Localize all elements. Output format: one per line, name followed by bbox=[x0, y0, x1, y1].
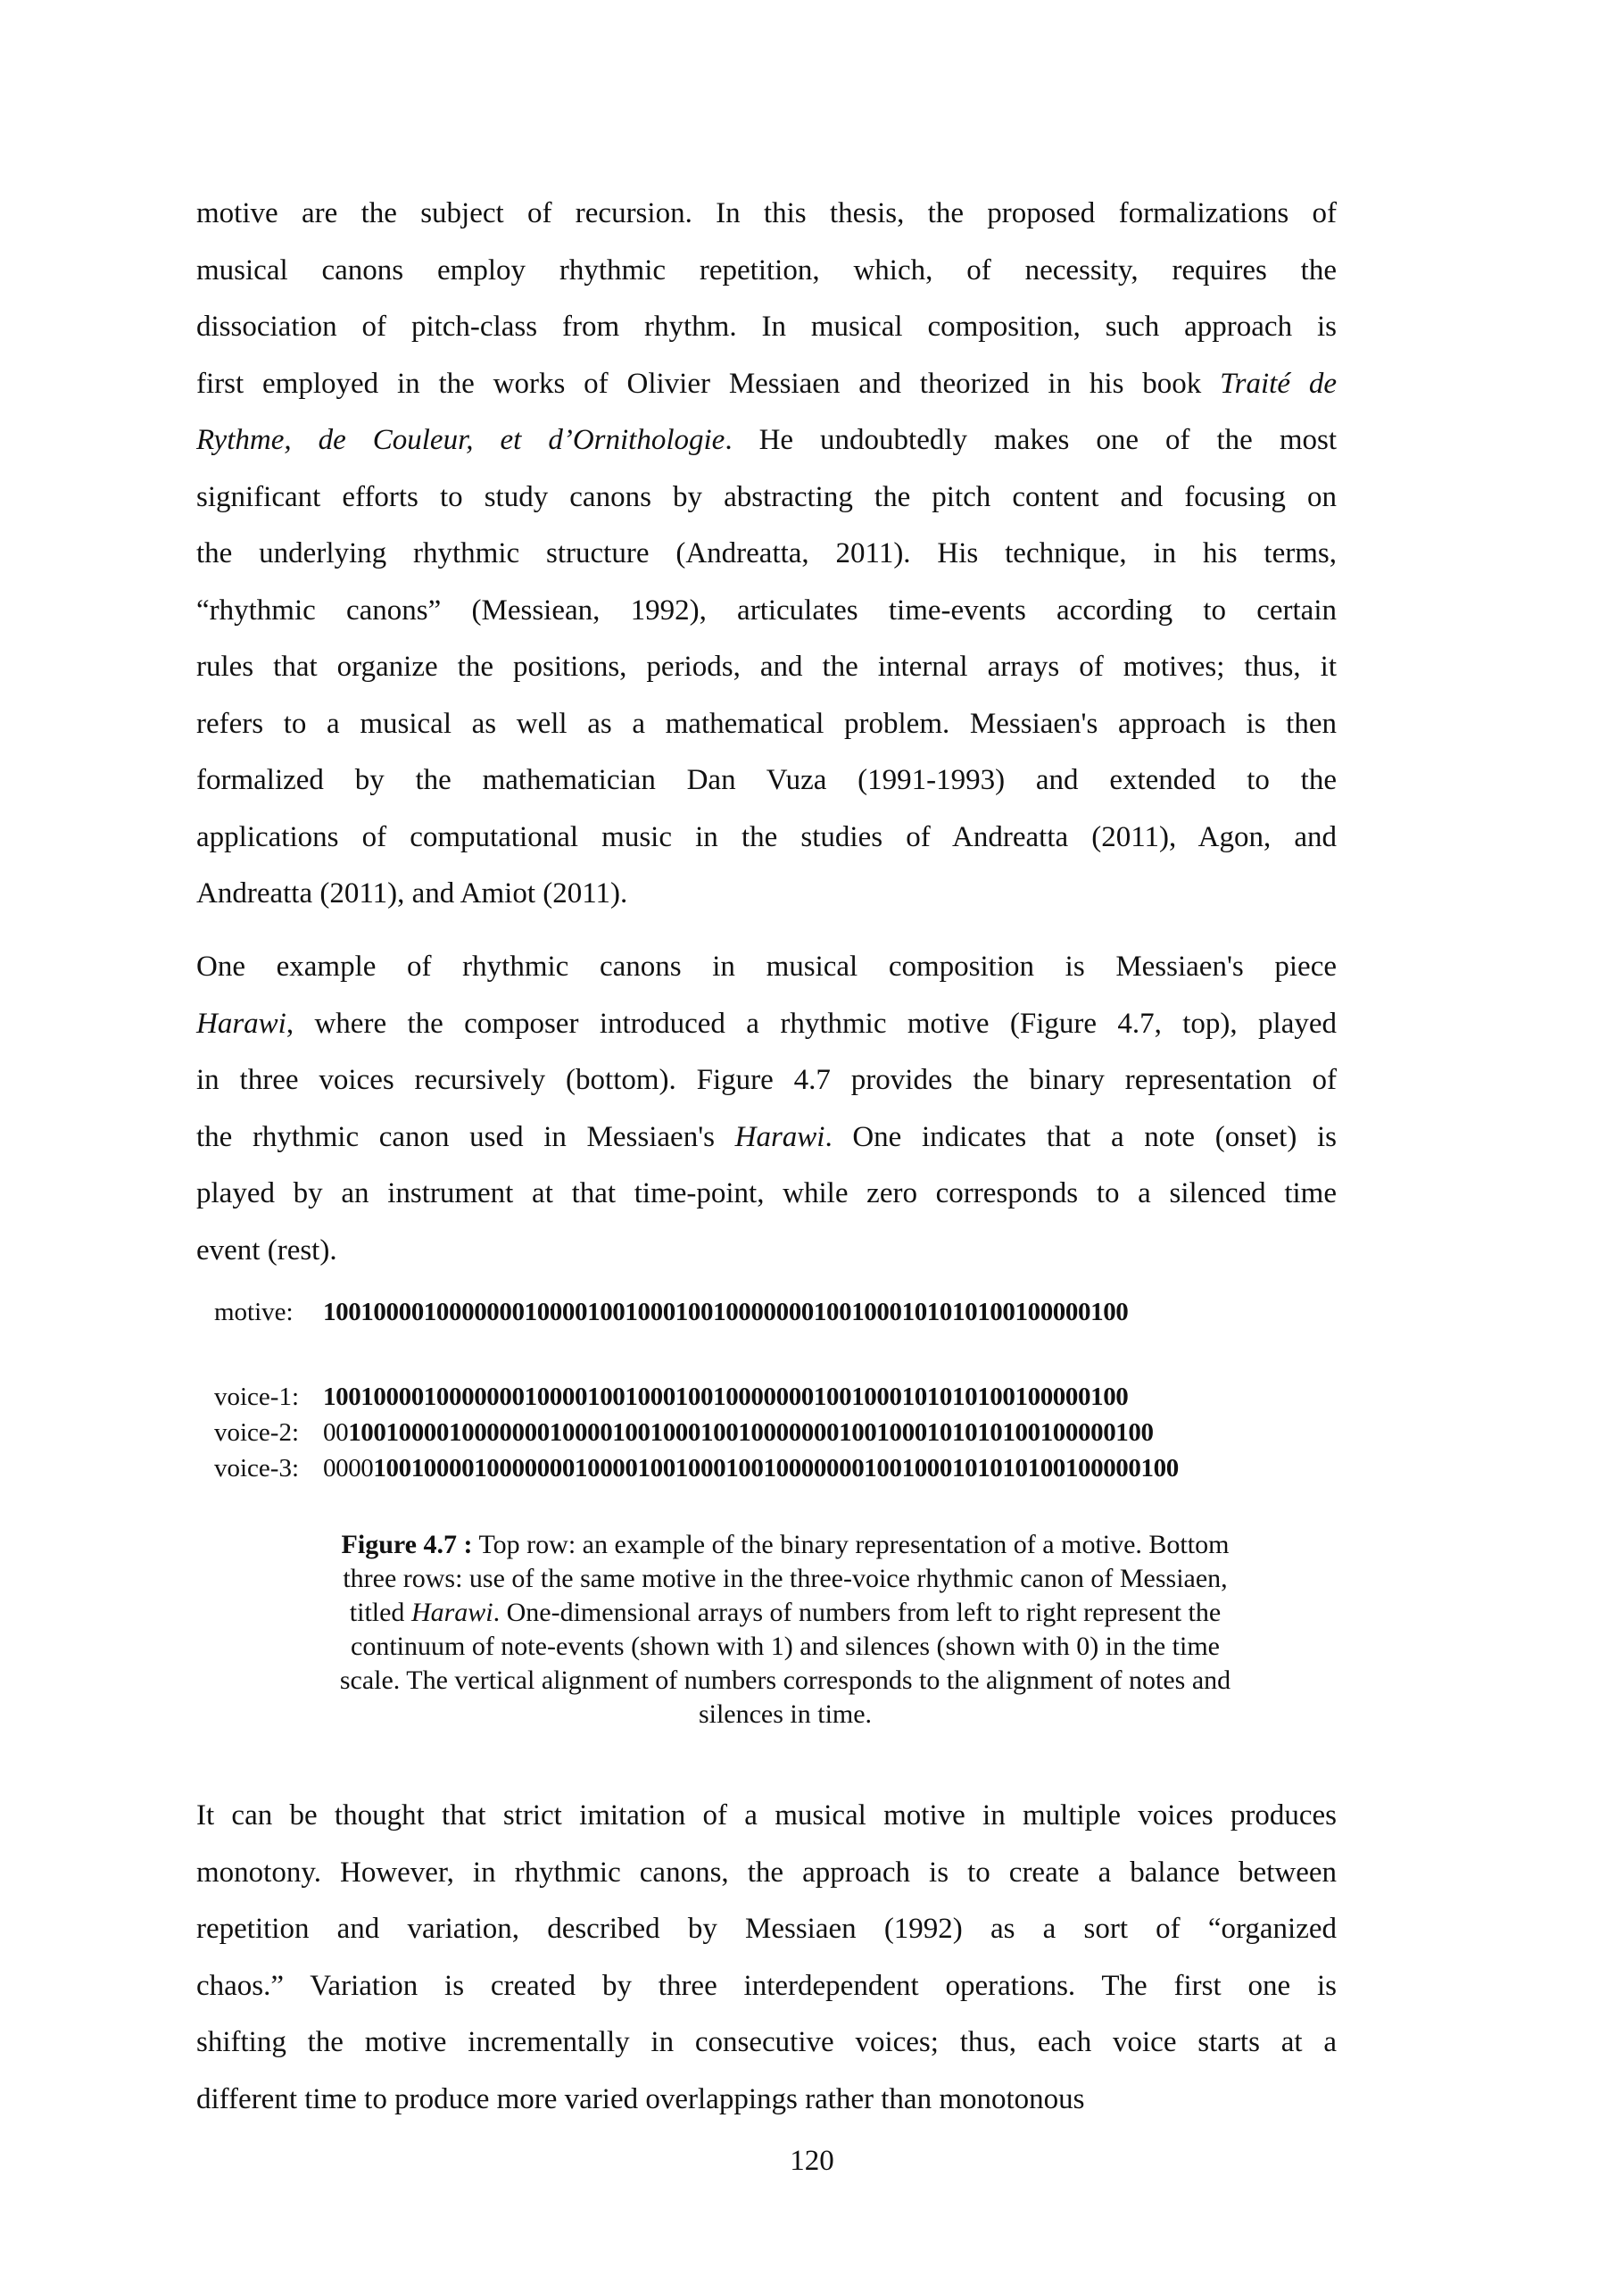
italic-text: Harawi bbox=[410, 1598, 493, 1627]
text-line bbox=[196, 1109, 1337, 1167]
text-run: . One indicates that a note (onset) is bbox=[824, 1120, 1337, 1153]
row-pattern: 1001000010000000100001001000100100000001001000101010100100000100 bbox=[373, 1454, 1179, 1483]
text-run: applications of computational music in the studies of Andreatta (2011), Agon, and bbox=[196, 820, 1337, 853]
text-run: dissociation of pitch-class from rhythm. In musical composition, such approach is bbox=[196, 311, 1337, 343]
caption-line bbox=[205, 1630, 1365, 1664]
text-run: Top row: an example of the binary representation of a motive. Bottom bbox=[472, 1530, 1230, 1559]
text-line bbox=[196, 996, 1337, 1053]
text-run: three rows: use of the same motive in the three-voice rhythmic canon of Messiaen, bbox=[343, 1564, 1228, 1593]
text-run: first employed in the works of Olivier Messiaen and theorized in his book bbox=[196, 367, 1221, 400]
paragraph-1 bbox=[196, 186, 1337, 923]
figure-row-motive bbox=[214, 1298, 1128, 1327]
text-run: significant efforts to study canons by abstracting the pitch content and focusing on bbox=[196, 480, 1337, 513]
text-line bbox=[196, 412, 1337, 469]
row-label: voice-3: bbox=[214, 1454, 300, 1483]
row-pattern: 1001000010000000100001001000100100000001001000101010100100000100 bbox=[323, 1298, 1129, 1326]
page-number: 120 bbox=[790, 2145, 834, 2177]
text-line bbox=[196, 243, 1337, 300]
text-line bbox=[196, 1788, 1337, 1845]
paragraph-2 bbox=[196, 939, 1337, 1279]
row-prefix: 00 bbox=[323, 1418, 349, 1447]
text-run: formalized by the mathematician Dan Vuza (1991-1993) and extended to the bbox=[196, 764, 1337, 796]
row-label: motive: bbox=[214, 1298, 294, 1326]
text-run: different time to produce more varied overlappings rather than monotonous bbox=[196, 2082, 1085, 2115]
caption-line bbox=[205, 1596, 1365, 1630]
text-run: “rhythmic canons” (Messiean, 1992), articulates time-events according to certain bbox=[196, 594, 1337, 627]
row-label: voice-1: bbox=[214, 1383, 300, 1411]
text-run: . He undoubtedly makes one of the most bbox=[725, 424, 1337, 456]
row-label: voice-2: bbox=[214, 1418, 300, 1447]
text-run: rules that organize the positions, periods, and the internal arrays of motives; thus, it bbox=[196, 651, 1337, 683]
text-run: refers to a musical as well as a mathematical problem. Messiaen's approach is then bbox=[196, 707, 1337, 740]
text-run: the rhythmic canon used in Messiaen's bbox=[196, 1120, 735, 1153]
text-run: motive are the subject of recursion. In this thesis, the proposed formalizations of bbox=[196, 197, 1337, 229]
row-pattern: 1001000010000000100001001000100100000001001000101010100100000100 bbox=[348, 1418, 1154, 1447]
figure-row-voice-1 bbox=[214, 1383, 1128, 1412]
text-run: . One-dimensional arrays of numbers from left to right represent the bbox=[493, 1598, 1222, 1627]
figure-caption bbox=[205, 1528, 1365, 1732]
text-run: silences in time. bbox=[698, 1699, 873, 1729]
caption-line bbox=[205, 1562, 1365, 1596]
row-pattern: 1001000010000000100001001000100100000001001000101010100100000100 bbox=[323, 1383, 1129, 1411]
italic-text: Harawi bbox=[196, 1007, 286, 1040]
text-run: , where the composer introduced a rhythmic motive (Figure 4.7, top), played bbox=[286, 1007, 1337, 1040]
italic-text: Harawi bbox=[734, 1120, 825, 1153]
text-run: Andreatta (2011), and Amiot (2011). bbox=[196, 877, 628, 910]
paragraph-3 bbox=[196, 1788, 1337, 2128]
text-run: event (rest). bbox=[196, 1234, 337, 1267]
figure-row-voice-2 bbox=[214, 1418, 1154, 1448]
text-run: scale. The vertical alignment of numbers corresponds to the alignment of notes and bbox=[339, 1665, 1231, 1695]
text-line bbox=[196, 1901, 1337, 1958]
text-run: titled bbox=[349, 1598, 411, 1627]
text-line bbox=[196, 639, 1337, 696]
text-line bbox=[196, 1223, 1337, 1280]
text-line bbox=[196, 356, 1337, 413]
text-run: One example of rhythmic canons in musical composition is Messiaen's piece bbox=[196, 951, 1337, 983]
text-line bbox=[196, 186, 1337, 243]
text-line bbox=[196, 583, 1337, 640]
text-line bbox=[196, 866, 1337, 923]
text-run: monotony. However, in rhythmic canons, the approach is to create a balance between bbox=[196, 1856, 1337, 1889]
caption-line bbox=[205, 1528, 1365, 1562]
text-line bbox=[196, 1958, 1337, 2015]
text-line bbox=[196, 1845, 1337, 1902]
figure-row-voice-3 bbox=[214, 1454, 1179, 1483]
text-line bbox=[196, 1052, 1337, 1109]
text-run: the underlying rhythmic structure (Andreatta, 2011). His technique, in his terms, bbox=[196, 537, 1337, 569]
text-line bbox=[196, 2014, 1337, 2072]
caption-line bbox=[205, 1698, 1365, 1732]
italic-text: Traité de bbox=[1220, 367, 1337, 400]
text-run: in three voices recursively (bottom). Figure 4.7 provides the binary representation of bbox=[196, 1064, 1337, 1096]
text-run: repetition and variation, described by Messiaen (1992) as a sort of “organized bbox=[196, 1913, 1337, 1945]
text-line bbox=[196, 752, 1337, 810]
text-line bbox=[196, 1166, 1337, 1223]
text-run: musical canons employ rhythmic repetition, which, of necessity, requires the bbox=[196, 253, 1337, 287]
italic-text: Rythme, de Couleur, et d’Ornithologie bbox=[196, 424, 725, 456]
text-line bbox=[196, 299, 1337, 356]
text-run: chaos.” Variation is created by three interdependent operations. The first one is bbox=[196, 1969, 1337, 2002]
text-line bbox=[196, 696, 1337, 753]
text-line bbox=[196, 810, 1337, 867]
text-run: continuum of note-events (shown with 1) and silences (shown with 0) in the time bbox=[351, 1632, 1220, 1661]
row-prefix: 0000 bbox=[323, 1454, 374, 1483]
text-line bbox=[196, 939, 1337, 996]
text-run: It can be thought that strict imitation of a musical motive in multiple voices produces bbox=[196, 1799, 1337, 1832]
caption-line bbox=[205, 1664, 1365, 1698]
text-line bbox=[196, 526, 1337, 583]
text-run: played by an instrument at that time-point, while zero corresponds to a silenced time bbox=[196, 1177, 1337, 1209]
text-line bbox=[196, 469, 1337, 527]
caption-label: Figure 4.7 : bbox=[341, 1530, 473, 1559]
text-run: shifting the motive incrementally in consecutive voices; thus, each voice starts at a bbox=[196, 2026, 1337, 2058]
text-line bbox=[196, 2072, 1337, 2129]
